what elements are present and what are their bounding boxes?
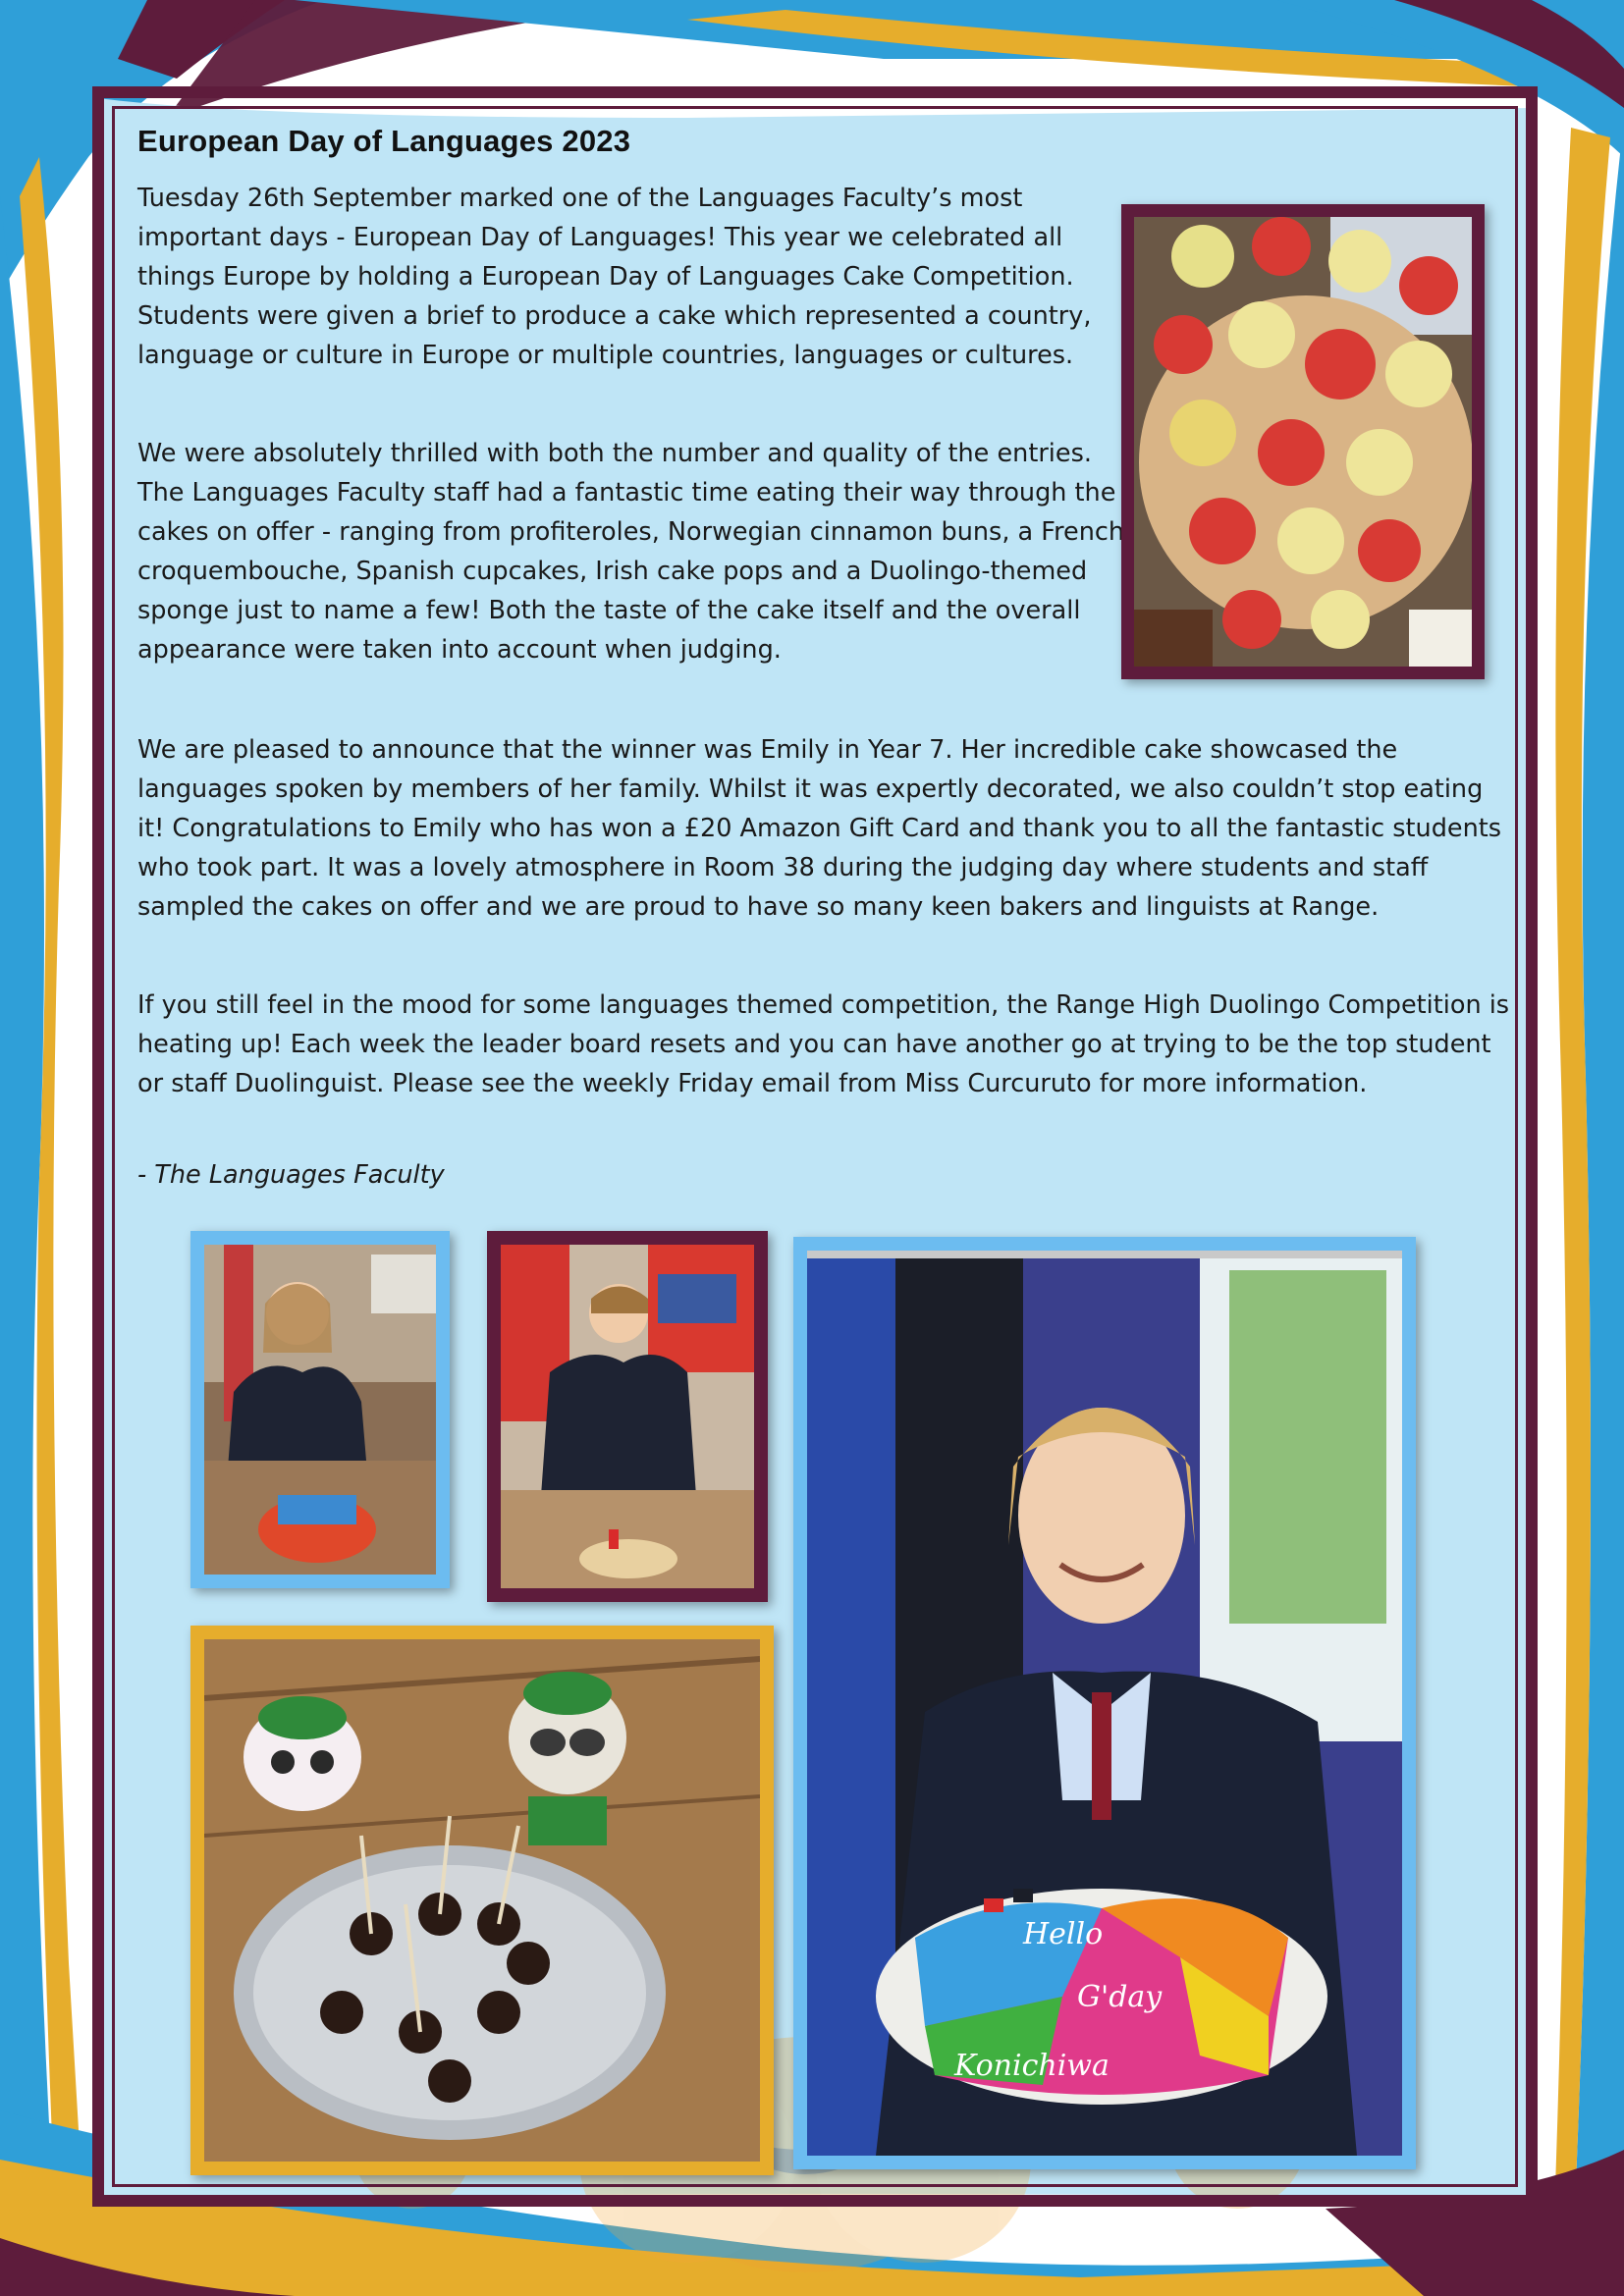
paragraph-duolingo: If you still feel in the mood for some languages themed competition, the Range High Duolingo Competition is heating up! Each week the leader board resets and you can have another go at trying to be the top student or staff Duolinguist. Please see the weekly Friday email from Miss Curcuruto for more information.	[137, 990, 1510, 1098]
article-title: European Day of Languages 2023	[137, 124, 631, 158]
article-content	[116, 110, 1514, 2183]
paragraph-intro: Tuesday 26th September marked one of the Languages Faculty’s most important days - European Day of Languages! This year we celebrated all things Europe by holding a European Day of Languages Cake Competition. Students were given a brief to produce a cake which represented a country, language or culture in Europe or multiple countries, languages or cultures.	[137, 184, 1092, 370]
cake-word-konichiwa: Konichiwa	[954, 2049, 1110, 2083]
cake-word-gday: G'day	[1077, 1980, 1163, 2014]
winner-emily-photo	[793, 1237, 1416, 2169]
paragraph-winner: We are pleased to announce that the winner was Emily in Year 7. Her incredible cake showcased the languages spoken by members of her family. Whilst it was expertly decorated, we also couldn’t stop eating it! Congratulations to Emily who has won a £20 Amazon Gift Card and thank you to all the fantastic students who took part. It was a lovely atmosphere in Room 38 during the judging day where students and staff sampled the cakes on offer and we are proud to have so many keen bakers and linguists at Range.	[137, 735, 1502, 922]
paragraph-entries: We were absolutely thrilled with both the number and quality of the entries. The Languages Faculty staff had a fantastic time eating their way through the cakes on offer - ranging from profiteroles, Norwegian cinnamon buns, a French croquembouche, Spanish cupcakes, Irish cake pops and a Duolingo-themed sponge just to name a few! Both the taste of the cake itself and the overall appearance were taken into account when judging.	[137, 439, 1125, 665]
article-signoff: - The Languages Faculty	[137, 1160, 445, 1190]
student-photo-2	[487, 1231, 768, 1602]
cupcakes-photo	[1121, 204, 1485, 679]
student-photo-1	[190, 1231, 450, 1588]
cake-word-hello: Hello	[1023, 1917, 1104, 1951]
cake-pops-photo	[190, 1626, 774, 2175]
